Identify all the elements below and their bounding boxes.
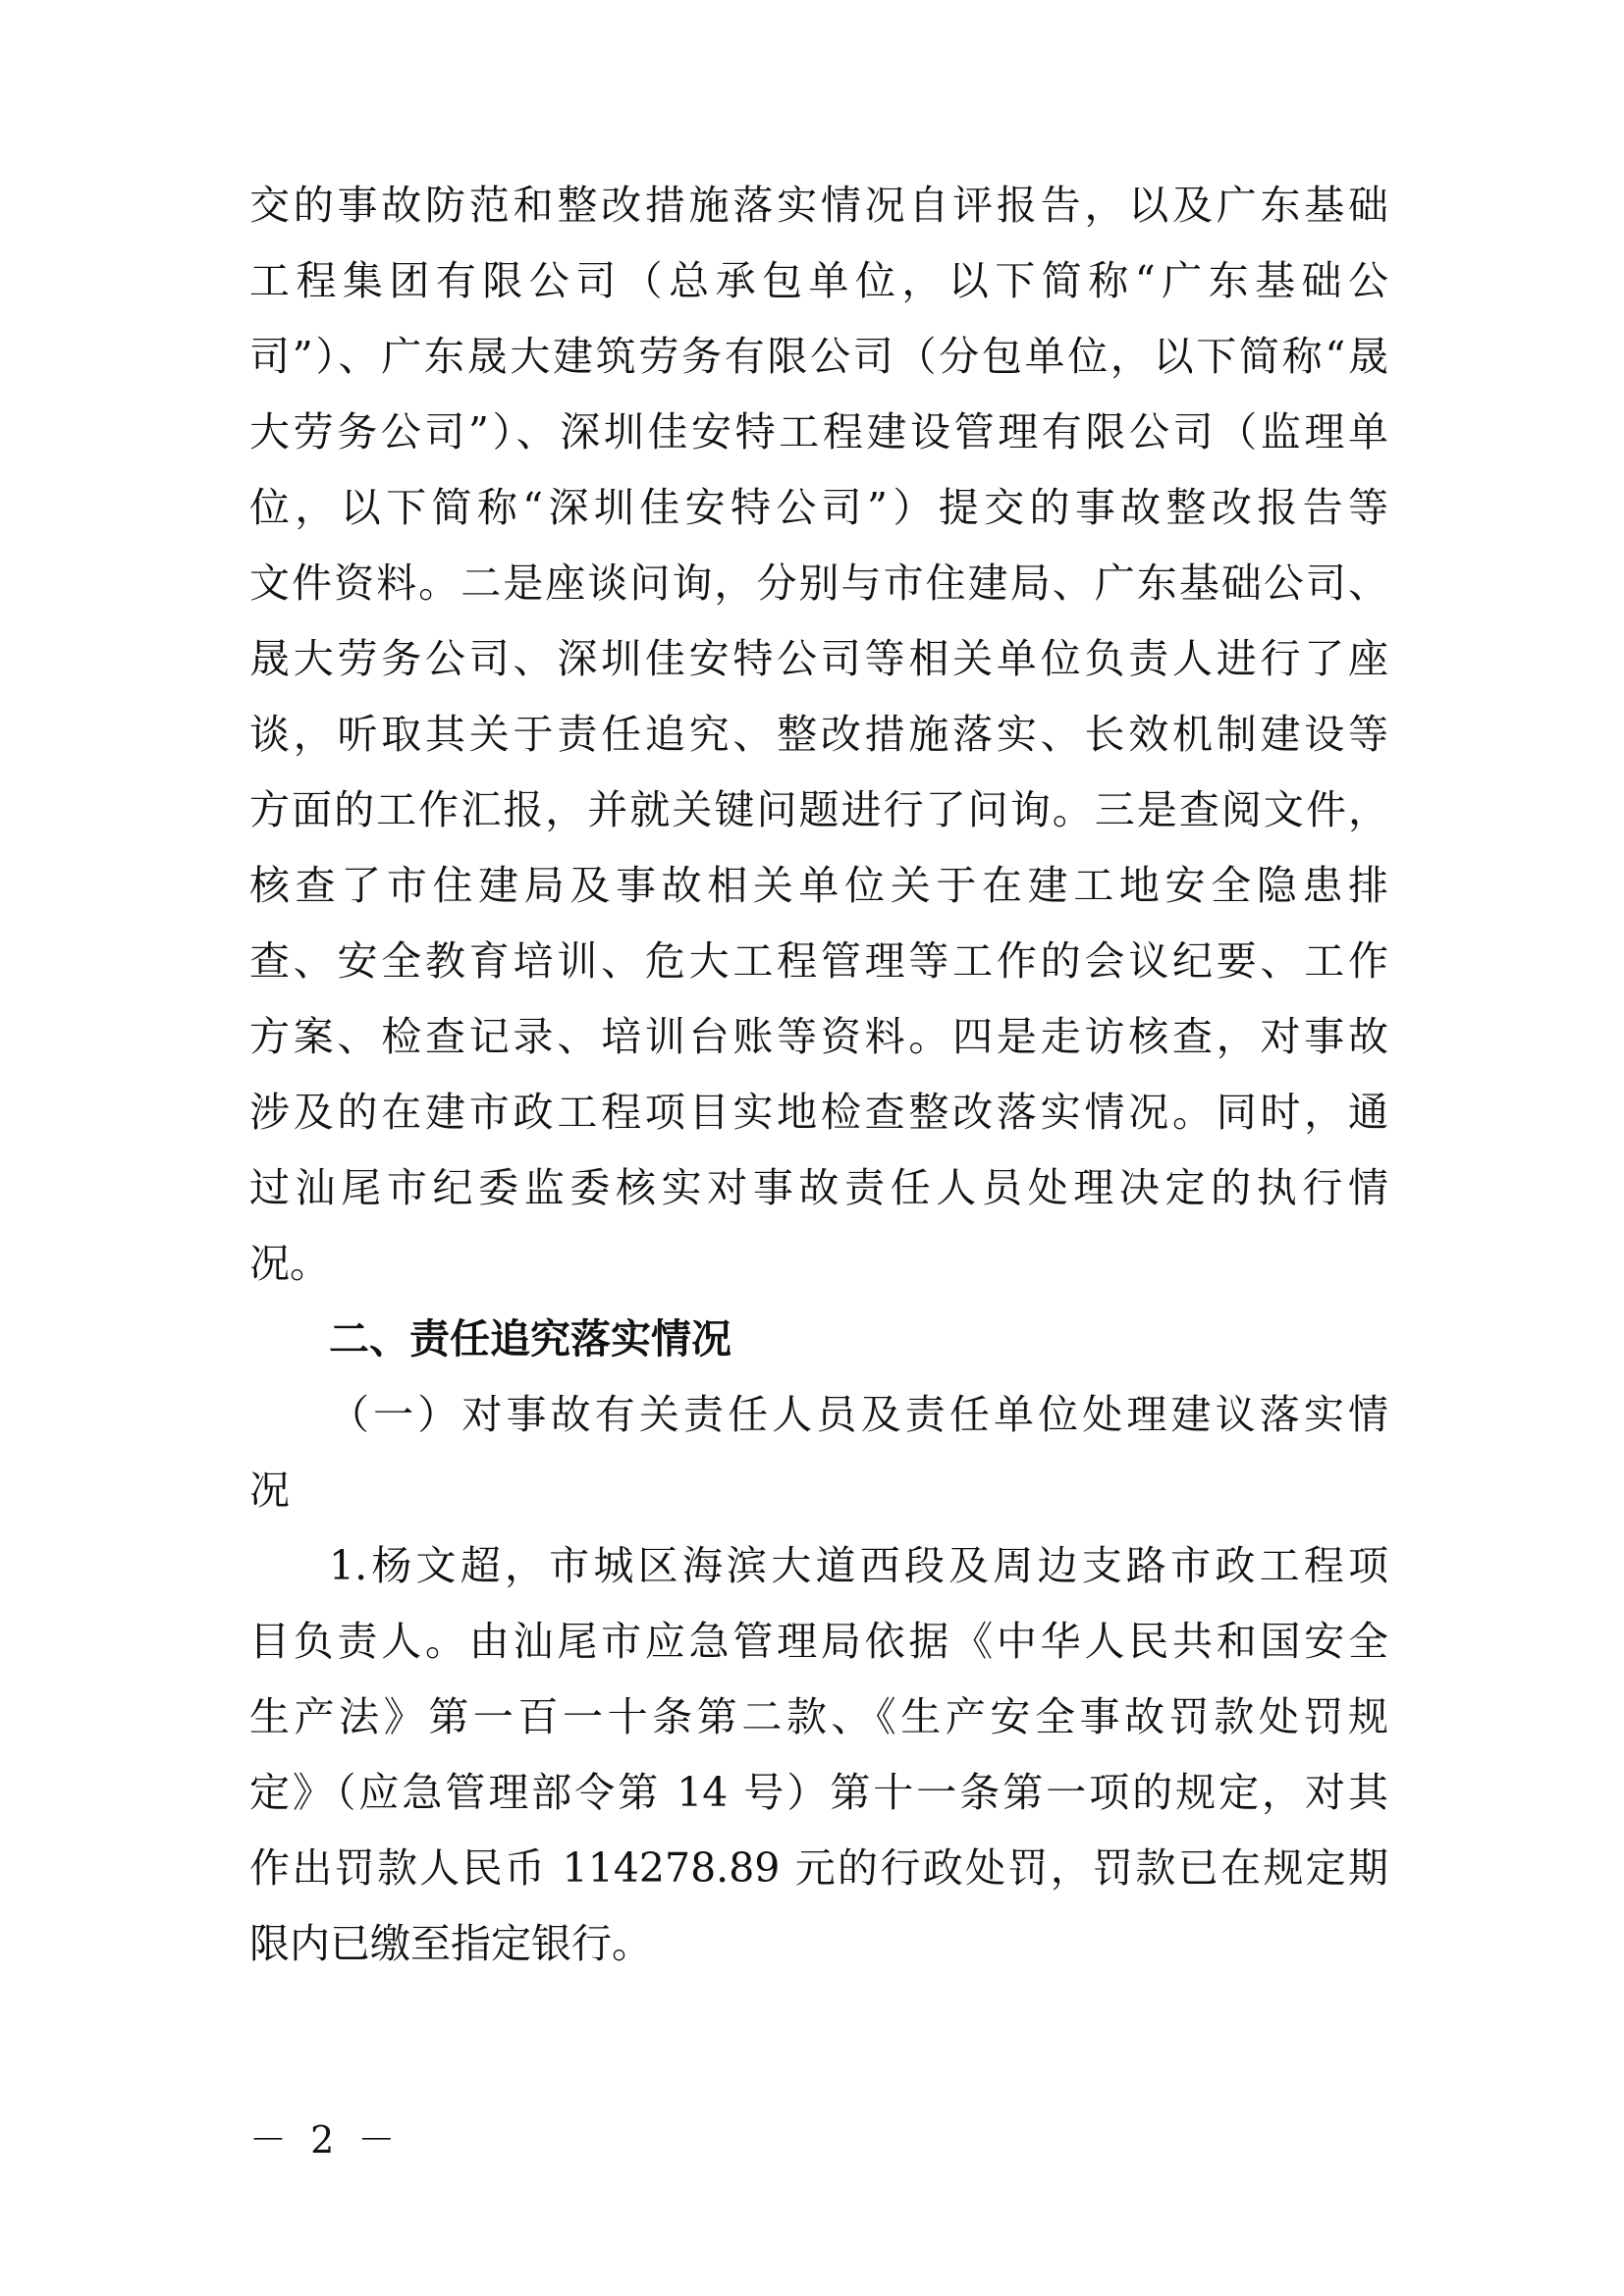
body-line: 大劳务公司”）、深圳佳安特工程建设管理有限公司（监理单 xyxy=(249,408,1388,455)
subsection-heading-line: （一）对事故有关责任人员及责任单位处理建议落实情 xyxy=(329,1391,1388,1438)
body-line: 方案、检查记录、培训台账等资料。四是走访核查，对事故 xyxy=(249,1013,1388,1060)
body-line: 查、安全教育培训、危大工程管理等工作的会议纪要、工作 xyxy=(249,937,1388,985)
body-line: 核查了市住建局及事故相关单位关于在建工地安全隐患排 xyxy=(249,862,1388,909)
item-line: 1.杨文超，市城区海滨大道西段及周边支路市政工程项 xyxy=(329,1542,1388,1589)
body-line: 晟大劳务公司、深圳佳安特公司等相关单位负责人进行了座 xyxy=(249,635,1388,682)
body-line: 谈，听取其关于责任追究、整改措施落实、长效机制建设等 xyxy=(249,711,1388,758)
body-line: 涉及的在建市政工程项目实地检查整改落实情况。同时，通 xyxy=(249,1089,1388,1136)
item-line: 定》（应急管理部令第 14 号）第十一条第一项的规定，对其 xyxy=(249,1769,1388,1816)
section-heading: 二、责任追究落实情况 xyxy=(329,1315,731,1362)
body-line: 工程集团有限公司（总承包单位，以下简称“广东基础公 xyxy=(249,257,1388,304)
body-line: 况。 xyxy=(249,1240,330,1287)
item-line: 生产法》第一百一十条第二款、《生产安全事故罚款处罚规 xyxy=(249,1693,1388,1740)
item-line: 作出罚款人民币 114278.89 元的行政处罚，罚款已在规定期 xyxy=(249,1844,1388,1892)
body-line: 交的事故防范和整改措施落实情况自评报告，以及广东基础 xyxy=(249,182,1388,229)
page-number: － 2 － xyxy=(249,2118,402,2162)
body-line: 方面的工作汇报，并就关键问题进行了问询。三是查阅文件， xyxy=(249,786,1388,833)
body-line: 司”）、广东晟大建筑劳务有限公司（分包单位，以下简称“晟 xyxy=(249,333,1388,380)
body-line: 文件资料。二是座谈问询，分别与市住建局、广东基础公司、 xyxy=(249,560,1388,607)
item-line: 限内已缴至指定银行。 xyxy=(249,1920,652,1967)
body-line: 位，以下简称“深圳佳安特公司”）提交的事故整改报告等 xyxy=(249,484,1388,531)
body-line: 过汕尾市纪委监委核实对事故责任人员处理决定的执行情 xyxy=(249,1164,1388,1211)
subsection-heading-line: 况 xyxy=(249,1467,290,1514)
item-line: 目负责人。由汕尾市应急管理局依据《中华人民共和国安全 xyxy=(249,1618,1388,1665)
